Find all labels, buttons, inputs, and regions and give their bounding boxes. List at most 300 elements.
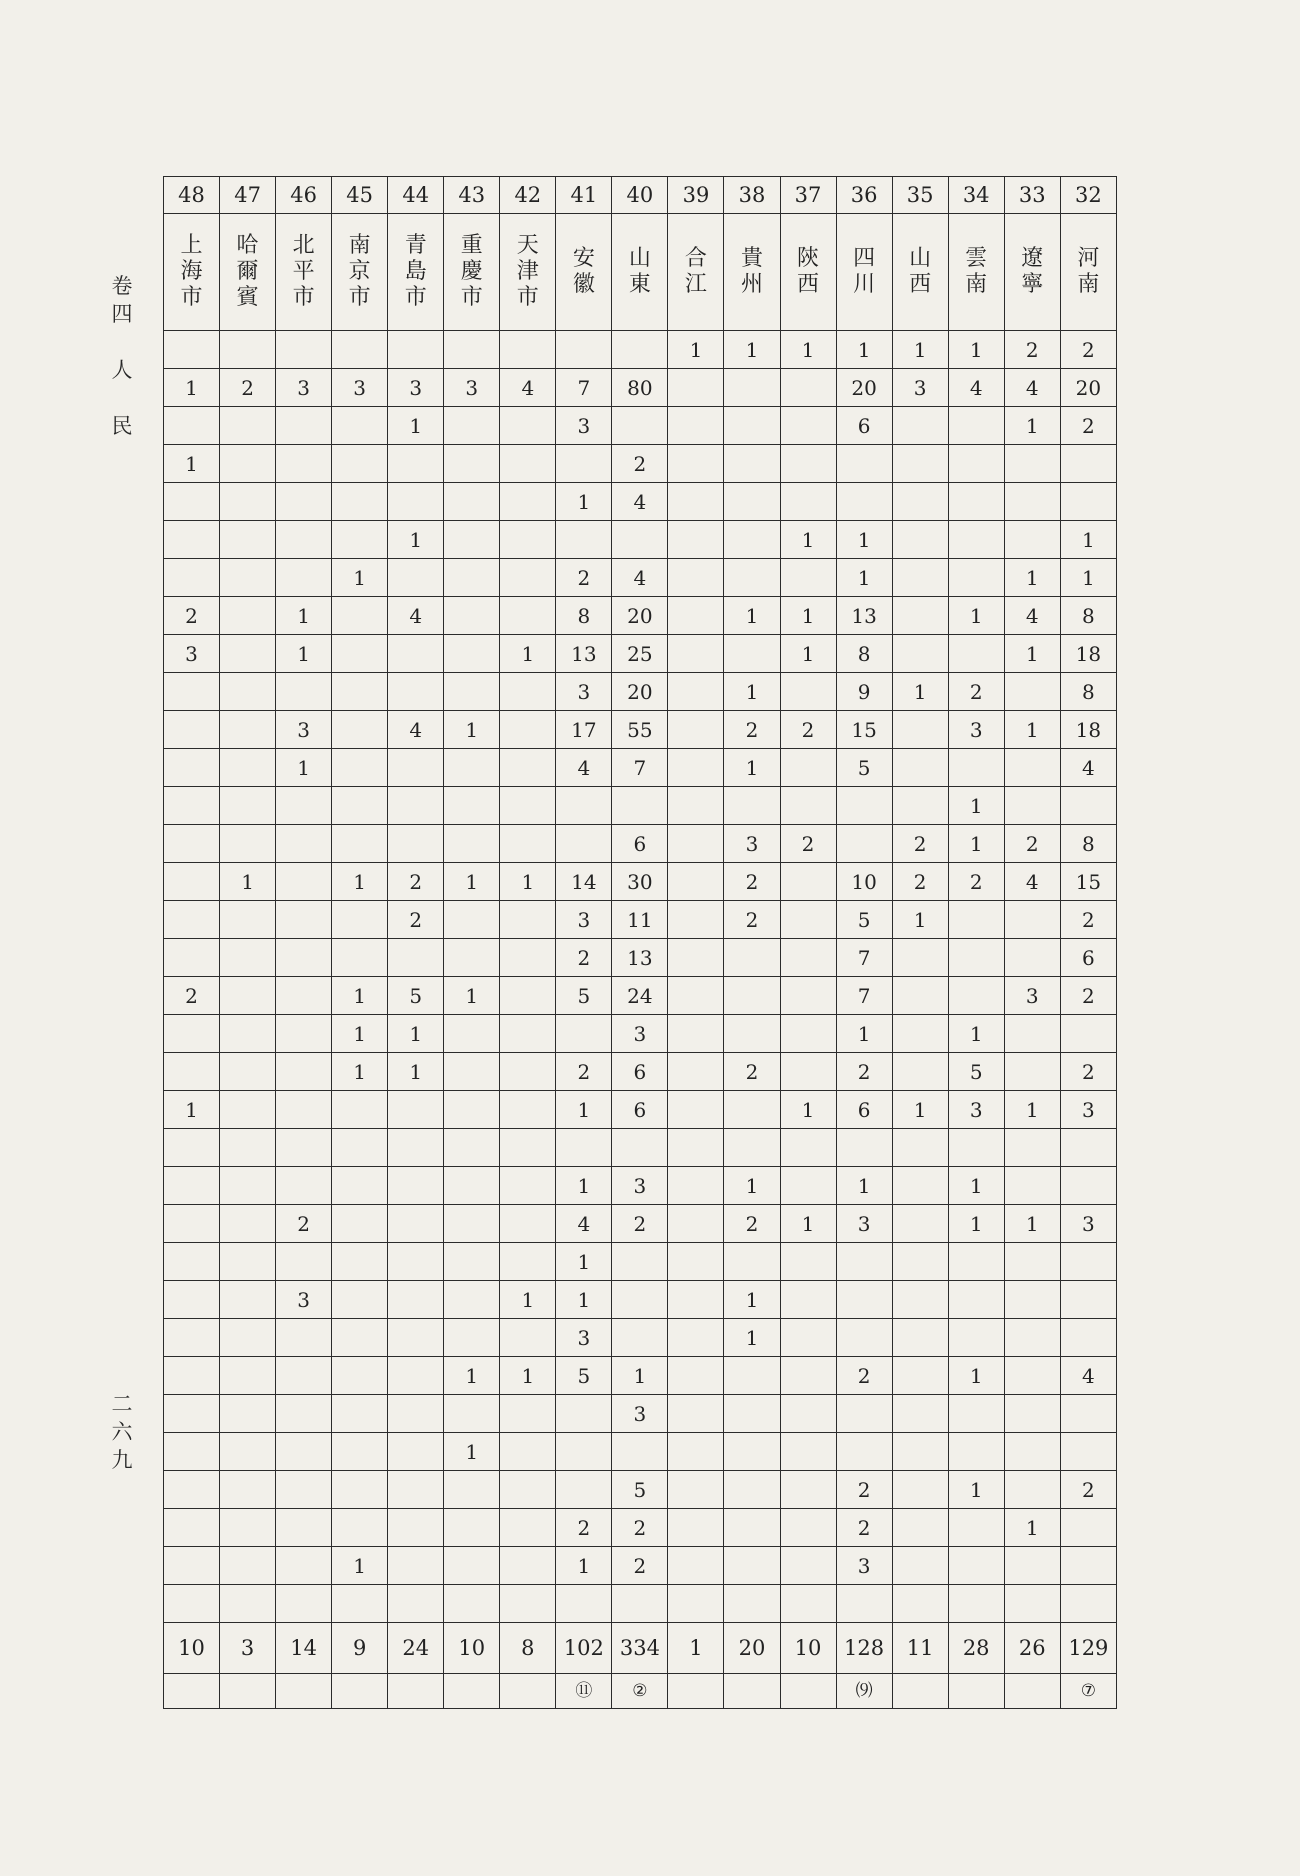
table-cell: 30 <box>612 863 668 901</box>
table-cell: 2 <box>1060 901 1116 939</box>
table-cell: 11 <box>612 901 668 939</box>
table-cell <box>668 1357 724 1395</box>
table-cell <box>220 1129 276 1167</box>
table-cell <box>892 1129 948 1167</box>
table-cell: 6 <box>836 407 892 445</box>
table-cell <box>164 559 220 597</box>
table-cell <box>668 1281 724 1319</box>
region-name <box>724 214 780 331</box>
table-cell: 20 <box>1060 369 1116 407</box>
table-cell <box>948 521 1004 559</box>
total-cell: 128 <box>836 1623 892 1674</box>
column-number-row <box>164 177 1117 214</box>
table-cell <box>388 939 444 977</box>
table-cell <box>1004 1547 1060 1585</box>
region-name-text: 北平市 <box>292 233 315 310</box>
rank-mark <box>388 1674 444 1709</box>
table-cell <box>332 445 388 483</box>
table-cell: 1 <box>892 331 948 369</box>
table-cell: 2 <box>556 939 612 977</box>
table-cell: 4 <box>612 559 668 597</box>
table-cell: 7 <box>836 977 892 1015</box>
table-cell <box>948 407 1004 445</box>
total-cell: 28 <box>948 1623 1004 1674</box>
table-cell: 3 <box>948 711 1004 749</box>
table-cell: 1 <box>276 635 332 673</box>
table-cell <box>164 711 220 749</box>
table-cell <box>332 1395 388 1433</box>
table-cell <box>220 483 276 521</box>
page-number <box>108 1390 136 1500</box>
table-cell: 2 <box>1060 331 1116 369</box>
table-cell: 18 <box>1060 635 1116 673</box>
table-cell <box>444 939 500 977</box>
table-cell: 4 <box>388 711 444 749</box>
table-cell <box>836 1395 892 1433</box>
table-cell <box>892 407 948 445</box>
table-cell: 1 <box>892 901 948 939</box>
table-cell: 4 <box>556 1205 612 1243</box>
table-row <box>164 559 1117 597</box>
table-cell: 1 <box>668 331 724 369</box>
table-cell <box>332 1205 388 1243</box>
table-cell <box>1060 483 1116 521</box>
table-cell: 1 <box>892 1091 948 1129</box>
table-cell <box>892 1281 948 1319</box>
table-cell: 1 <box>388 407 444 445</box>
table-cell <box>668 1243 724 1281</box>
table-cell <box>164 939 220 977</box>
table-cell <box>500 1243 556 1281</box>
table-cell: 1 <box>948 1015 1004 1053</box>
total-cell: 20 <box>724 1623 780 1674</box>
table-cell: 13 <box>556 635 612 673</box>
region-name <box>612 214 668 331</box>
table-cell <box>332 1471 388 1509</box>
table-row <box>164 787 1117 825</box>
table-cell <box>276 1015 332 1053</box>
table-cell <box>220 1585 276 1623</box>
table-cell <box>220 749 276 787</box>
table-cell <box>388 1243 444 1281</box>
table-cell: 15 <box>1060 863 1116 901</box>
table-cell: 3 <box>556 901 612 939</box>
table-cell <box>444 483 500 521</box>
table-cell <box>276 939 332 977</box>
table-cell <box>1060 1281 1116 1319</box>
table-cell: 1 <box>1004 1091 1060 1129</box>
table-row <box>164 1015 1117 1053</box>
table-cell <box>164 1053 220 1091</box>
table-cell <box>220 939 276 977</box>
table-cell <box>444 901 500 939</box>
table-cell <box>388 1433 444 1471</box>
table-cell <box>724 1547 780 1585</box>
table-cell <box>556 521 612 559</box>
total-cell: 10 <box>780 1623 836 1674</box>
table-cell: 2 <box>1004 331 1060 369</box>
region-name-text: 合江 <box>684 246 707 297</box>
table-cell: 14 <box>556 863 612 901</box>
table-cell <box>500 1471 556 1509</box>
table-cell <box>892 1357 948 1395</box>
table-cell <box>780 369 836 407</box>
table-cell <box>388 331 444 369</box>
table-cell <box>500 559 556 597</box>
column-number: 39 <box>668 177 724 214</box>
table-cell <box>780 1053 836 1091</box>
table-cell <box>444 1319 500 1357</box>
table-cell: 1 <box>332 1015 388 1053</box>
table-cell: 3 <box>276 369 332 407</box>
table-cell <box>500 901 556 939</box>
table-cell <box>444 635 500 673</box>
table-cell <box>724 521 780 559</box>
table-cell <box>724 369 780 407</box>
table-cell: 1 <box>1060 559 1116 597</box>
table-cell <box>388 1091 444 1129</box>
table-cell <box>388 1547 444 1585</box>
region-name <box>780 214 836 331</box>
table-cell <box>388 749 444 787</box>
table-cell <box>612 1433 668 1471</box>
table-cell: 1 <box>780 1205 836 1243</box>
table-cell <box>1004 1129 1060 1167</box>
table-cell <box>1060 1433 1116 1471</box>
table-cell: 2 <box>164 977 220 1015</box>
total-cell: 129 <box>1060 1623 1116 1674</box>
rank-mark-row <box>164 1674 1117 1709</box>
table-cell <box>1060 1319 1116 1357</box>
rank-mark: ⑪ <box>556 1674 612 1709</box>
table-cell <box>892 787 948 825</box>
table-cell <box>780 673 836 711</box>
table-cell: 1 <box>836 331 892 369</box>
table-cell <box>220 1015 276 1053</box>
table-cell: 3 <box>388 369 444 407</box>
table-cell: 2 <box>892 825 948 863</box>
page-number-char: 二 <box>111 1392 133 1416</box>
table-cell: 3 <box>892 369 948 407</box>
table-cell <box>780 1319 836 1357</box>
table-cell <box>444 1053 500 1091</box>
table-cell <box>668 445 724 483</box>
table-cell <box>332 787 388 825</box>
table-cell: 4 <box>948 369 1004 407</box>
table-cell <box>724 939 780 977</box>
table-cell: 1 <box>948 1357 1004 1395</box>
table-cell <box>668 673 724 711</box>
rank-mark: ② <box>612 1674 668 1709</box>
page-number-char: 九 <box>111 1448 133 1472</box>
table-cell <box>780 863 836 901</box>
table-cell <box>948 1547 1004 1585</box>
volume-heading-char: 四 <box>111 302 133 326</box>
table-cell <box>164 1205 220 1243</box>
table-cell <box>724 1243 780 1281</box>
total-cell: 24 <box>388 1623 444 1674</box>
table-cell <box>724 1585 780 1623</box>
table-cell <box>500 331 556 369</box>
region-name-text: 上海市 <box>180 233 203 310</box>
table-cell <box>1060 1395 1116 1433</box>
table-cell <box>948 635 1004 673</box>
table-cell <box>500 711 556 749</box>
statistics-table <box>163 176 1117 1709</box>
table-cell <box>220 787 276 825</box>
table-row <box>164 1395 1117 1433</box>
table-cell <box>780 1357 836 1395</box>
total-cell: 11 <box>892 1623 948 1674</box>
table-cell <box>276 1509 332 1547</box>
table-cell <box>780 1509 836 1547</box>
total-cell: 14 <box>276 1623 332 1674</box>
table-cell <box>276 1053 332 1091</box>
table-cell <box>500 1205 556 1243</box>
table-cell <box>164 1357 220 1395</box>
column-number: 40 <box>612 177 668 214</box>
region-name <box>892 214 948 331</box>
table-cell <box>892 1205 948 1243</box>
table-cell <box>500 1053 556 1091</box>
table-cell: 1 <box>276 749 332 787</box>
total-cell: 8 <box>500 1623 556 1674</box>
table-row <box>164 1243 1117 1281</box>
column-number: 46 <box>276 177 332 214</box>
region-name <box>164 214 220 331</box>
table-cell <box>332 749 388 787</box>
table-cell: 1 <box>948 825 1004 863</box>
region-name-text: 山東 <box>628 246 651 297</box>
total-cell: 10 <box>164 1623 220 1674</box>
table-cell: 1 <box>332 559 388 597</box>
table-cell: 5 <box>612 1471 668 1509</box>
table-cell <box>332 825 388 863</box>
table-cell <box>220 1547 276 1585</box>
table-cell: 1 <box>780 597 836 635</box>
total-cell: 1 <box>668 1623 724 1674</box>
table-cell <box>444 825 500 863</box>
table-cell <box>332 1509 388 1547</box>
table-cell: 6 <box>1060 939 1116 977</box>
table-cell <box>892 483 948 521</box>
table-cell: 9 <box>836 673 892 711</box>
table-cell <box>500 445 556 483</box>
table-cell: 5 <box>836 749 892 787</box>
table-cell: 2 <box>612 1509 668 1547</box>
table-cell <box>1004 483 1060 521</box>
table-cell <box>724 445 780 483</box>
table-row <box>164 445 1117 483</box>
table-cell <box>1004 1357 1060 1395</box>
table-cell <box>220 1509 276 1547</box>
table-cell <box>276 825 332 863</box>
table-cell <box>1060 787 1116 825</box>
region-name-text: 河南 <box>1077 246 1100 297</box>
volume-heading-char: 民 <box>111 414 133 438</box>
table-cell: 1 <box>1004 407 1060 445</box>
table-cell <box>948 939 1004 977</box>
table-cell <box>220 711 276 749</box>
table-cell: 2 <box>612 1205 668 1243</box>
table-cell: 8 <box>1060 597 1116 635</box>
table-cell <box>164 1509 220 1547</box>
table-cell: 1 <box>444 863 500 901</box>
table-cell <box>500 1433 556 1471</box>
table-cell <box>500 673 556 711</box>
table-cell: 7 <box>556 369 612 407</box>
table-cell <box>500 939 556 977</box>
region-name <box>1060 214 1116 331</box>
table-cell <box>276 559 332 597</box>
table-cell <box>164 1433 220 1471</box>
table-cell <box>332 635 388 673</box>
region-name-text: 天津市 <box>516 233 539 310</box>
table-cell <box>444 1395 500 1433</box>
rank-mark <box>1004 1674 1060 1709</box>
table-cell <box>444 407 500 445</box>
table-cell: 1 <box>164 445 220 483</box>
table-cell <box>1060 1015 1116 1053</box>
table-cell <box>1060 1547 1116 1585</box>
table-cell <box>1004 445 1060 483</box>
table-cell: 20 <box>836 369 892 407</box>
region-name <box>556 214 612 331</box>
table-cell <box>1004 787 1060 825</box>
table-cell <box>500 1091 556 1129</box>
table-cell: 2 <box>724 1205 780 1243</box>
table-cell <box>332 711 388 749</box>
table-cell <box>668 787 724 825</box>
table-cell <box>276 1471 332 1509</box>
table-cell <box>164 1243 220 1281</box>
table-cell <box>332 1319 388 1357</box>
table-cell: 4 <box>500 369 556 407</box>
table-cell <box>780 1585 836 1623</box>
table-cell <box>164 825 220 863</box>
table-cell <box>276 1547 332 1585</box>
table-cell <box>276 977 332 1015</box>
region-name <box>276 214 332 331</box>
table-cell <box>220 977 276 1015</box>
table-cell <box>836 1129 892 1167</box>
table-cell <box>332 1129 388 1167</box>
table-cell <box>780 1433 836 1471</box>
rank-mark <box>500 1674 556 1709</box>
table-row <box>164 1281 1117 1319</box>
table-cell <box>500 521 556 559</box>
table-row <box>164 749 1117 787</box>
table-cell: 2 <box>836 1509 892 1547</box>
table-cell <box>668 559 724 597</box>
table-row <box>164 1509 1117 1547</box>
region-name <box>1004 214 1060 331</box>
table-cell <box>724 1509 780 1547</box>
table-cell: 7 <box>836 939 892 977</box>
table-cell <box>836 1243 892 1281</box>
table-cell <box>220 407 276 445</box>
table-cell <box>444 1585 500 1623</box>
column-number: 48 <box>164 177 220 214</box>
column-number: 32 <box>1060 177 1116 214</box>
table-cell: 4 <box>612 483 668 521</box>
table-cell <box>220 1205 276 1243</box>
table-cell <box>780 1015 836 1053</box>
table-cell <box>332 483 388 521</box>
table-cell <box>892 1471 948 1509</box>
column-number: 33 <box>1004 177 1060 214</box>
table-cell: 2 <box>388 863 444 901</box>
table-cell: 6 <box>836 1091 892 1129</box>
table-cell <box>724 1395 780 1433</box>
table-cell <box>668 977 724 1015</box>
table-row <box>164 1585 1117 1623</box>
table-cell <box>444 445 500 483</box>
table-cell <box>444 1091 500 1129</box>
table-cell <box>668 635 724 673</box>
table-cell <box>724 1357 780 1395</box>
table-cell <box>164 787 220 825</box>
table-cell: 4 <box>1004 863 1060 901</box>
table-cell <box>220 1357 276 1395</box>
table-cell: 1 <box>1060 521 1116 559</box>
table-cell <box>220 597 276 635</box>
table-cell: 4 <box>388 597 444 635</box>
table-cell: 13 <box>612 939 668 977</box>
table-cell <box>164 1585 220 1623</box>
table-cell: 3 <box>724 825 780 863</box>
table-cell <box>332 1167 388 1205</box>
table-cell <box>668 1319 724 1357</box>
table-cell: 1 <box>556 1243 612 1281</box>
table-cell: 1 <box>724 1167 780 1205</box>
table-cell <box>668 749 724 787</box>
table-cell: 2 <box>556 559 612 597</box>
table-cell <box>892 1547 948 1585</box>
region-name <box>500 214 556 331</box>
table-cell: 1 <box>444 1433 500 1471</box>
table-cell: 3 <box>1004 977 1060 1015</box>
region-name <box>836 214 892 331</box>
table-cell: 2 <box>276 1205 332 1243</box>
table-cell <box>780 1395 836 1433</box>
table-cell <box>332 901 388 939</box>
table-cell: 1 <box>780 521 836 559</box>
table-cell <box>500 1509 556 1547</box>
table-cell: 8 <box>836 635 892 673</box>
table-cell: 1 <box>164 1091 220 1129</box>
table-cell: 1 <box>1004 635 1060 673</box>
table-cell <box>444 331 500 369</box>
table-cell <box>668 1129 724 1167</box>
table-cell <box>668 521 724 559</box>
table-cell <box>500 407 556 445</box>
table-cell <box>1004 1471 1060 1509</box>
table-cell <box>388 1319 444 1357</box>
table-cell <box>164 673 220 711</box>
table-cell: 1 <box>332 1053 388 1091</box>
table-cell <box>220 1319 276 1357</box>
table-cell: 1 <box>556 1167 612 1205</box>
table-cell: 15 <box>836 711 892 749</box>
region-name-text: 遼寧 <box>1021 246 1044 297</box>
table-cell <box>948 1433 1004 1471</box>
table-cell <box>724 1091 780 1129</box>
table-cell: 1 <box>948 331 1004 369</box>
table-cell: 1 <box>444 977 500 1015</box>
table-cell <box>1004 901 1060 939</box>
table-cell: 1 <box>444 711 500 749</box>
